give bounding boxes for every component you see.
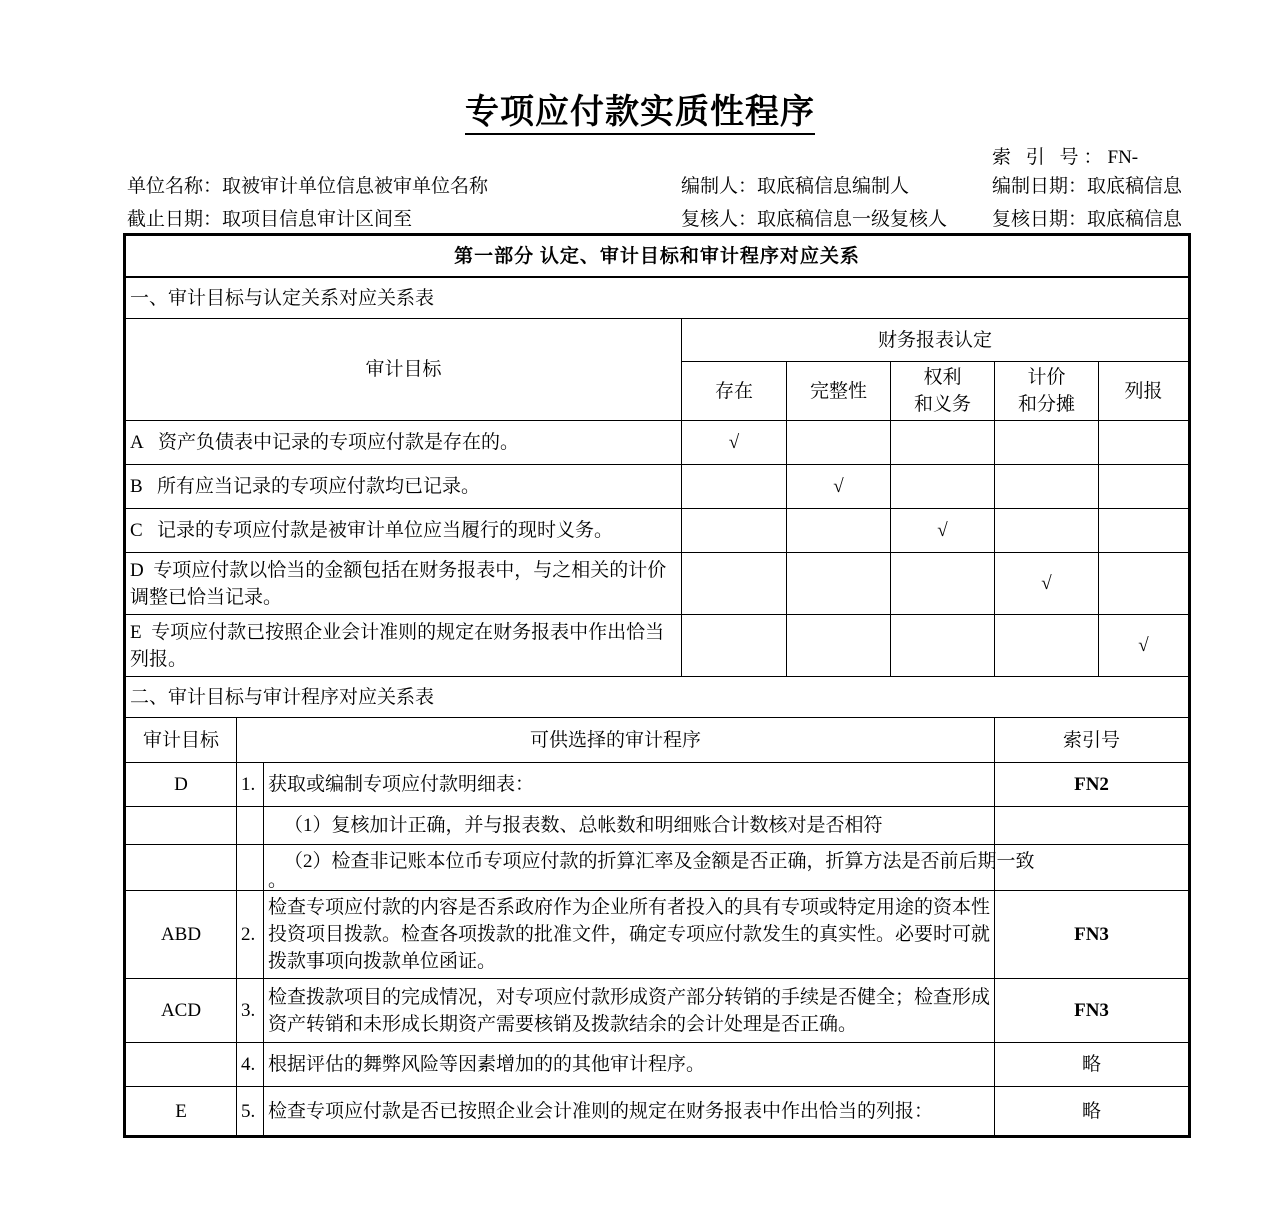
- table-row: [125, 1087, 1190, 1137]
- meta-index-value: FN-: [1107, 147, 1139, 168]
- table-row-procedure-header: [125, 718, 1190, 763]
- table-row-assertion-group-header: [125, 319, 1190, 362]
- procedure-index-2: FN3: [995, 891, 1190, 979]
- procedure-target-2: ABD: [125, 891, 237, 979]
- meta-prepare-date-value: 取底稿信息: [1087, 176, 1183, 197]
- procedure-text-2: 检查专项应付款的内容是否系政府作为企业所有者投入的具有专项或特定用途的资本性投资项目拨款。检查各项拨款的批准文件，确定专项应付款发生的真实性。必要时可就拨款事项向拨款单位函证。: [264, 891, 995, 979]
- mark-a-completeness: [787, 421, 891, 465]
- meta-index-label: 索 引 号：: [992, 147, 1108, 168]
- procedure-num-2: 2.: [237, 891, 264, 979]
- objective-code-c: C: [130, 520, 143, 541]
- objective-desc-c: 记录的专项应付款是被审计单位应当履行的现时义务。: [156, 520, 613, 541]
- objective-code-b: B: [130, 476, 143, 497]
- meta-reviewer-label: 复核人：: [681, 209, 758, 230]
- procedure-text-1b: [264, 845, 1035, 891]
- assertion-col-existence: 存在: [682, 362, 787, 421]
- table-row: [125, 465, 1190, 509]
- table-row: [125, 509, 1190, 553]
- procedure-text-5: 检查专项应付款是否已按照企业会计准则的规定在财务报表中作出恰当的列报：: [264, 1087, 995, 1137]
- table-row: [125, 615, 1190, 677]
- procedure-num-1b: [237, 845, 264, 891]
- procedure-num-1: 1.: [237, 763, 264, 807]
- main-table-wrapper: [123, 233, 1188, 1138]
- meta-review-date-label: 复核日期：: [992, 209, 1088, 230]
- assertion-col-completeness: 完整性: [787, 362, 891, 421]
- procedure-num-4: 4.: [237, 1043, 264, 1087]
- assertion-col-rights-line1: 权利: [923, 367, 962, 388]
- procedure-text-3: 检查拨款项目的完成情况，对专项应付款形成资产部分转销的手续是否健全；检查形成资产转销和未形成长期资产需要核销及拨款结余的会计处理是否正确。: [264, 979, 995, 1043]
- procedure-target-1b: [125, 845, 237, 891]
- meta-prepare-date-label: 编制日期：: [992, 176, 1088, 197]
- procedure-text-1b-body: （2）检查非记账本位币专项应付款的折算汇率及金额是否正确，折算方法是否前后期一致: [284, 851, 1035, 872]
- objective-header-cell: 审计目标: [125, 319, 682, 421]
- procedure-text-1a: [264, 807, 995, 845]
- procedure-text-1: 获取或编制专项应付款明细表：: [264, 763, 995, 807]
- mark-e-completeness: [787, 615, 891, 677]
- procedure-header-target: 审计目标: [125, 718, 237, 763]
- procedure-num-3: 3.: [237, 979, 264, 1043]
- meta-review-date-value: 取底稿信息: [1087, 209, 1183, 230]
- meta-row-period: [0, 205, 1280, 235]
- objective-text-c: [125, 509, 682, 553]
- meta-period: [127, 205, 412, 235]
- assertion-col-presentation: 列报: [1099, 362, 1190, 421]
- procedure-num-1a: [237, 807, 264, 845]
- assertion-group-header-cell: 财务报表认定: [682, 319, 1190, 362]
- objective-desc-e: 专项应付款已按照企业会计准则的规定在财务报表中作出恰当列报。: [130, 621, 665, 670]
- meta-review-date: [992, 205, 1182, 235]
- assertion-col-valuation-line1: 计价: [1027, 367, 1066, 388]
- mark-d-rights: [891, 553, 995, 615]
- procedure-target-1a: [125, 807, 237, 845]
- procedure-target-5: E: [125, 1087, 237, 1137]
- table-row: [125, 979, 1190, 1043]
- meta-entity-value: 取被审计单位信息被审单位名称: [222, 176, 489, 197]
- mark-c-rights: √: [891, 509, 995, 553]
- meta-reviewer: [681, 205, 947, 235]
- meta-period-value: 取项目信息审计区间至: [222, 209, 413, 230]
- assertion-col-valuation-allocation: [995, 362, 1099, 421]
- mark-d-valuation: √: [995, 553, 1099, 615]
- assertion-col-valuation-line2: 和分摊: [1017, 394, 1075, 415]
- objective-desc-d: 专项应付款以恰当的金额包括在财务报表中，与之相关的计价调整已恰当记录。: [130, 559, 667, 608]
- procedure-text-4: 根据评估的舞弊风险等因素增加的的其他审计程序。: [264, 1043, 995, 1087]
- table-row: [125, 763, 1190, 807]
- objective-text-b: [125, 465, 682, 509]
- meta-prepare-date: [992, 172, 1182, 202]
- mark-c-completeness: [787, 509, 891, 553]
- table-row: [125, 845, 1190, 891]
- table-row: [125, 1043, 1190, 1087]
- document-meta-header: [0, 143, 1280, 233]
- table-row-section-title: [125, 235, 1190, 278]
- mark-e-existence: [682, 615, 787, 677]
- meta-row-entity: [0, 172, 1280, 202]
- page-title: [0, 92, 1280, 134]
- mark-e-presentation: √: [1099, 615, 1190, 677]
- table-row: [125, 421, 1190, 465]
- procedure-target-3: ACD: [125, 979, 237, 1043]
- procedure-index-1a: [995, 807, 1190, 845]
- section-title-cell: 第一部分 认定、审计目标和审计程序对应关系: [125, 235, 1190, 278]
- mark-a-rights: [891, 421, 995, 465]
- meta-preparer-value: 取底稿信息编制人: [757, 176, 910, 197]
- meta-preparer: [681, 172, 909, 202]
- procedure-text-1b-trailing: 。: [268, 870, 288, 891]
- procedure-header-index: 索引号: [995, 718, 1190, 763]
- table-row-part-two-title: [125, 677, 1190, 718]
- assertion-col-rights-obligations: [891, 362, 995, 421]
- mark-e-valuation: [995, 615, 1099, 677]
- objective-text-e: [125, 615, 682, 677]
- mark-b-valuation: [995, 465, 1099, 509]
- table-row: [125, 553, 1190, 615]
- mark-b-presentation: [1099, 465, 1190, 509]
- mark-c-existence: [682, 509, 787, 553]
- table-row-part-one-title: [125, 277, 1190, 319]
- objective-code-d: D: [130, 559, 144, 581]
- procedure-index-5: 略: [995, 1087, 1190, 1137]
- mark-b-existence: [682, 465, 787, 509]
- objective-code-e: E: [130, 621, 142, 643]
- mark-a-valuation: [995, 421, 1099, 465]
- objective-desc-b: 所有应当记录的专项应付款均已记录。: [156, 476, 480, 497]
- part-one-title-cell: 一、审计目标与认定关系对应关系表: [125, 277, 1190, 319]
- procedure-index-1: FN2: [995, 763, 1190, 807]
- objective-text-d: [125, 553, 682, 615]
- procedure-index-4: 略: [995, 1043, 1190, 1087]
- mark-d-presentation: [1099, 553, 1190, 615]
- mark-e-rights: [891, 615, 995, 677]
- meta-period-label: 截止日期：: [127, 209, 223, 230]
- objective-code-a: A: [130, 432, 144, 453]
- mark-a-presentation: [1099, 421, 1190, 465]
- objective-text-a: [125, 421, 682, 465]
- mark-c-valuation: [995, 509, 1099, 553]
- procedure-num-5: 5.: [237, 1087, 264, 1137]
- mark-a-existence: √: [682, 421, 787, 465]
- meta-entity-label: 单位名称：: [127, 176, 223, 197]
- meta-index: [992, 143, 1138, 173]
- procedure-target-1: D: [125, 763, 237, 807]
- audit-program-table: [123, 233, 1191, 1138]
- part-two-title-cell: 二、审计目标与审计程序对应关系表: [125, 677, 1190, 718]
- mark-b-rights: [891, 465, 995, 509]
- meta-preparer-label: 编制人：: [681, 176, 758, 197]
- mark-d-completeness: [787, 553, 891, 615]
- meta-reviewer-value: 取底稿信息一级复核人: [757, 209, 948, 230]
- table-row: [125, 891, 1190, 979]
- page-title-text: 专项应付款实质性程序: [465, 94, 815, 135]
- mark-b-completeness: √: [787, 465, 891, 509]
- procedure-target-4: [125, 1043, 237, 1087]
- procedure-text-1a-body: （1）复核加计正确，并与报表数、总帐数和明细账合计数核对是否相符: [284, 815, 883, 836]
- meta-row-index: [0, 143, 1280, 173]
- mark-c-presentation: [1099, 509, 1190, 553]
- meta-entity: [127, 172, 488, 202]
- procedure-header-procedure: 可供选择的审计程序: [237, 718, 995, 763]
- objective-desc-a: 资产负债表中记录的专项应付款是存在的。: [157, 432, 519, 453]
- table-row: [125, 807, 1190, 845]
- mark-d-existence: [682, 553, 787, 615]
- assertion-col-rights-line2: 和义务: [913, 394, 971, 415]
- procedure-index-3: FN3: [995, 979, 1190, 1043]
